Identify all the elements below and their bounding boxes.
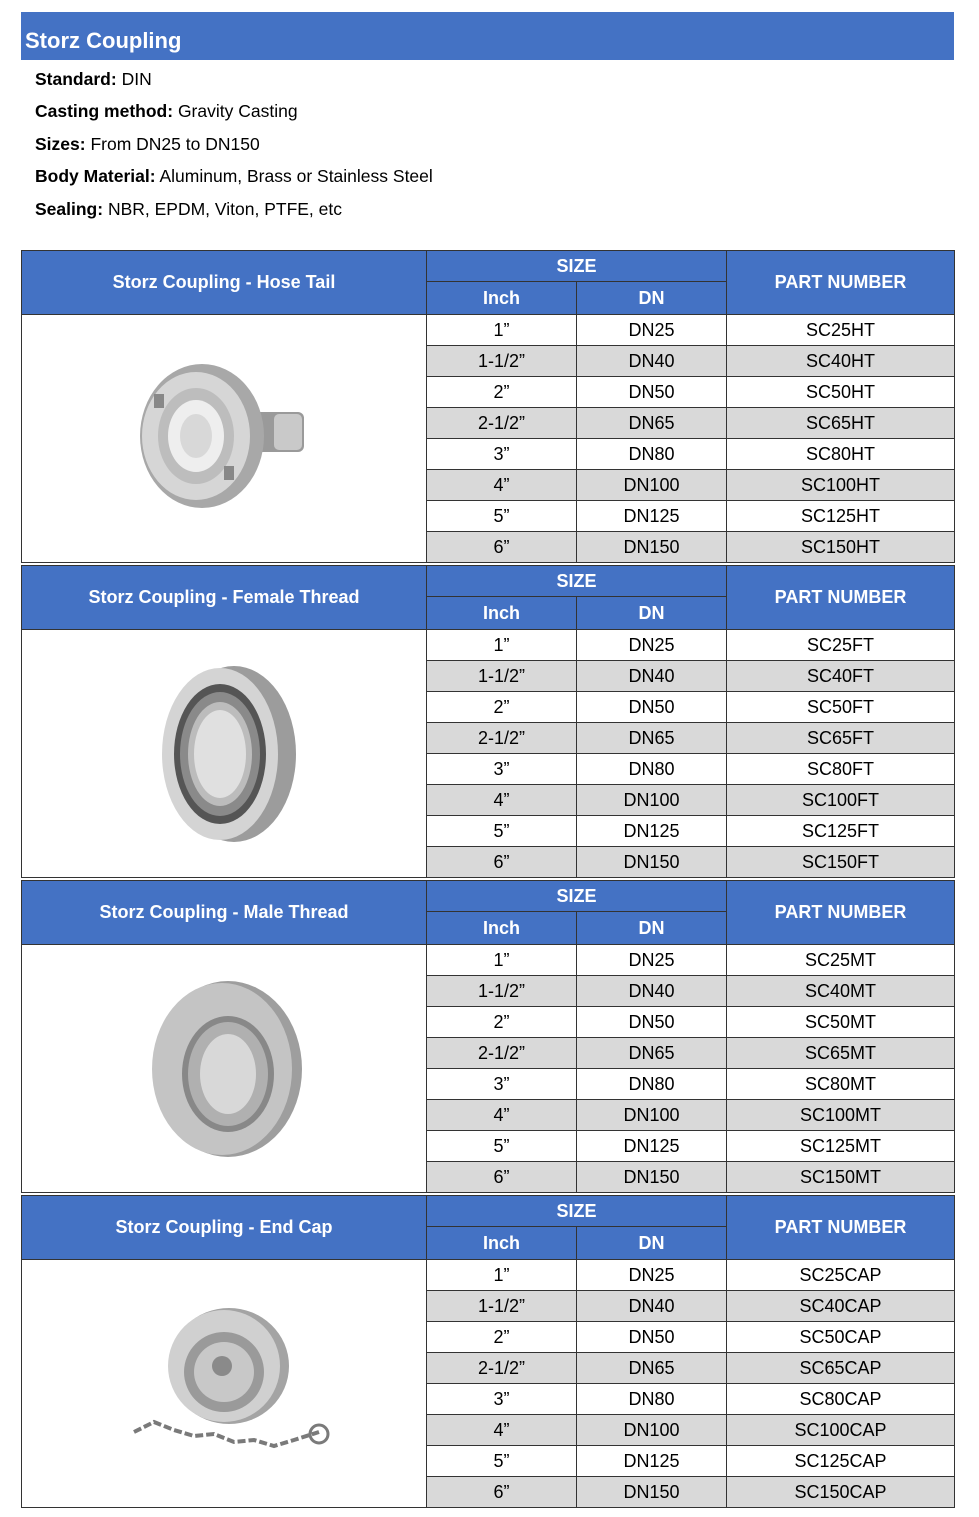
spec-sealing xyxy=(35,196,433,228)
product-name: Storz Coupling - End Cap xyxy=(22,1196,427,1260)
product-image-cell xyxy=(22,945,427,1193)
inch-cell: 6” xyxy=(427,532,577,563)
product-image-cell xyxy=(22,1260,427,1508)
product-name: Storz Coupling - Female Thread xyxy=(22,566,427,630)
dn-cell: DN50 xyxy=(577,1007,727,1038)
inch-cell: 3” xyxy=(427,439,577,470)
inch-cell: 5” xyxy=(427,816,577,847)
dn-cell: DN50 xyxy=(577,377,727,408)
part-number-cell: SC50FT xyxy=(727,692,955,723)
part-number-cell: SC80FT xyxy=(727,754,955,785)
part-number-cell: SC125FT xyxy=(727,816,955,847)
table-row xyxy=(22,945,955,976)
inch-cell: 2-1/2” xyxy=(427,723,577,754)
inch-cell: 6” xyxy=(427,1477,577,1508)
inch-cell: 2-1/2” xyxy=(427,408,577,439)
part-number-header: PART NUMBER xyxy=(727,251,955,315)
inch-header: Inch xyxy=(427,1227,577,1260)
spec-value: DIN xyxy=(121,69,152,89)
dn-cell: DN125 xyxy=(577,1131,727,1162)
spec-label: Standard: xyxy=(35,69,117,89)
part-number-cell: SC100MT xyxy=(727,1100,955,1131)
inch-cell: 4” xyxy=(427,785,577,816)
inch-cell: 5” xyxy=(427,1446,577,1477)
male-thread-coupling-image xyxy=(124,974,324,1164)
dn-cell: DN100 xyxy=(577,1100,727,1131)
size-header: SIZE xyxy=(427,881,727,912)
inch-cell: 1” xyxy=(427,315,577,346)
inch-cell: 2” xyxy=(427,1322,577,1353)
dn-cell: DN80 xyxy=(577,439,727,470)
dn-cell: DN50 xyxy=(577,692,727,723)
inch-header: Inch xyxy=(427,912,577,945)
spec-table xyxy=(21,1195,955,1508)
product-image-cell xyxy=(22,630,427,878)
product-table xyxy=(21,880,954,1187)
part-number-cell: SC150CAP xyxy=(727,1477,955,1508)
dn-cell: DN150 xyxy=(577,847,727,878)
dn-cell: DN40 xyxy=(577,976,727,1007)
dn-cell: DN125 xyxy=(577,1446,727,1477)
part-number-cell: SC125CAP xyxy=(727,1446,955,1477)
spec-value: Aluminum, Brass or Stainless Steel xyxy=(159,166,433,187)
hose-tail-coupling-image xyxy=(124,354,324,524)
part-number-cell: SC125MT xyxy=(727,1131,955,1162)
inch-cell: 1-1/2” xyxy=(427,346,577,377)
dn-cell: DN150 xyxy=(577,1162,727,1193)
inch-cell: 4” xyxy=(427,470,577,501)
dn-cell: DN65 xyxy=(577,1038,727,1069)
table-row xyxy=(22,630,955,661)
inch-cell: 6” xyxy=(427,1162,577,1193)
dn-cell: DN125 xyxy=(577,501,727,532)
spec-label: Casting method: xyxy=(35,101,174,122)
dn-header: DN xyxy=(577,282,727,315)
dn-cell: DN100 xyxy=(577,1415,727,1446)
table-row xyxy=(22,1260,955,1291)
dn-cell: DN65 xyxy=(577,723,727,754)
part-number-cell: SC40MT xyxy=(727,976,955,1007)
part-number-cell: SC65MT xyxy=(727,1038,955,1069)
spec-table xyxy=(21,880,955,1193)
spec-casting-method xyxy=(35,98,433,130)
dn-header: DN xyxy=(577,597,727,630)
inch-cell: 5” xyxy=(427,1131,577,1162)
product-name: Storz Coupling - Hose Tail xyxy=(22,251,427,315)
dn-cell: DN65 xyxy=(577,408,727,439)
part-number-cell: SC65FT xyxy=(727,723,955,754)
inch-cell: 1-1/2” xyxy=(427,661,577,692)
inch-cell: 1” xyxy=(427,945,577,976)
spec-list xyxy=(35,66,433,228)
part-number-cell: SC80HT xyxy=(727,439,955,470)
inch-cell: 3” xyxy=(427,1069,577,1100)
part-number-cell: SC50CAP xyxy=(727,1322,955,1353)
part-number-cell: SC50HT xyxy=(727,377,955,408)
inch-header: Inch xyxy=(427,282,577,315)
part-number-cell: SC100FT xyxy=(727,785,955,816)
part-number-cell: SC40FT xyxy=(727,661,955,692)
inch-cell: 1-1/2” xyxy=(427,1291,577,1322)
part-number-cell: SC100HT xyxy=(727,470,955,501)
dn-cell: DN40 xyxy=(577,346,727,377)
page-title: Storz Coupling xyxy=(21,12,954,60)
inch-cell: 2-1/2” xyxy=(427,1038,577,1069)
size-header: SIZE xyxy=(427,1196,727,1227)
part-number-header: PART NUMBER xyxy=(727,881,955,945)
dn-cell: DN150 xyxy=(577,1477,727,1508)
spec-table xyxy=(21,565,955,878)
dn-cell: DN25 xyxy=(577,945,727,976)
part-number-cell: SC65CAP xyxy=(727,1353,955,1384)
product-table xyxy=(21,1195,954,1502)
inch-cell: 2-1/2” xyxy=(427,1353,577,1384)
dn-cell: DN40 xyxy=(577,1291,727,1322)
part-number-cell: SC40HT xyxy=(727,346,955,377)
part-number-cell: SC125HT xyxy=(727,501,955,532)
inch-cell: 5” xyxy=(427,501,577,532)
inch-cell: 4” xyxy=(427,1100,577,1131)
inch-cell: 6” xyxy=(427,847,577,878)
spec-label: Sizes: xyxy=(35,133,86,154)
inch-cell: 2” xyxy=(427,1007,577,1038)
part-number-cell: SC150HT xyxy=(727,532,955,563)
part-number-cell: SC50MT xyxy=(727,1007,955,1038)
spec-table xyxy=(21,250,955,563)
dn-cell: DN150 xyxy=(577,532,727,563)
part-number-cell: SC150MT xyxy=(727,1162,955,1193)
inch-cell: 2” xyxy=(427,377,577,408)
dn-cell: DN80 xyxy=(577,754,727,785)
inch-cell: 2” xyxy=(427,692,577,723)
spec-value: From DN25 to DN150 xyxy=(90,133,260,154)
dn-cell: DN25 xyxy=(577,630,727,661)
size-header: SIZE xyxy=(427,566,727,597)
dn-header: DN xyxy=(577,912,727,945)
dn-cell: DN50 xyxy=(577,1322,727,1353)
spec-standard xyxy=(35,66,433,98)
product-image-cell xyxy=(22,315,427,563)
inch-cell: 3” xyxy=(427,1384,577,1415)
part-number-cell: SC25HT xyxy=(727,315,955,346)
dn-cell: DN80 xyxy=(577,1384,727,1415)
part-number-header: PART NUMBER xyxy=(727,566,955,630)
part-number-cell: SC80MT xyxy=(727,1069,955,1100)
inch-cell: 1” xyxy=(427,1260,577,1291)
inch-cell: 1” xyxy=(427,630,577,661)
dn-cell: DN65 xyxy=(577,1353,727,1384)
part-number-header: PART NUMBER xyxy=(727,1196,955,1260)
dn-cell: DN25 xyxy=(577,1260,727,1291)
inch-cell: 1-1/2” xyxy=(427,976,577,1007)
dn-cell: DN100 xyxy=(577,785,727,816)
inch-cell: 3” xyxy=(427,754,577,785)
dn-header: DN xyxy=(577,1227,727,1260)
product-name: Storz Coupling - Male Thread xyxy=(22,881,427,945)
part-number-cell: SC65HT xyxy=(727,408,955,439)
dn-cell: DN25 xyxy=(577,315,727,346)
part-number-cell: SC25CAP xyxy=(727,1260,955,1291)
female-thread-coupling-image xyxy=(124,659,324,849)
spec-body-material xyxy=(35,163,433,195)
part-number-cell: SC150FT xyxy=(727,847,955,878)
dn-cell: DN125 xyxy=(577,816,727,847)
end-cap-coupling-image xyxy=(114,1304,334,1464)
spec-sizes xyxy=(35,131,433,163)
dn-cell: DN100 xyxy=(577,470,727,501)
part-number-cell: SC100CAP xyxy=(727,1415,955,1446)
part-number-cell: SC25FT xyxy=(727,630,955,661)
part-number-cell: SC80CAP xyxy=(727,1384,955,1415)
inch-cell: 4” xyxy=(427,1415,577,1446)
inch-header: Inch xyxy=(427,597,577,630)
spec-label: Body Material: xyxy=(35,166,156,187)
product-table xyxy=(21,250,954,557)
dn-cell: DN40 xyxy=(577,661,727,692)
size-header: SIZE xyxy=(427,251,727,282)
dn-cell: DN80 xyxy=(577,1069,727,1100)
part-number-cell: SC25MT xyxy=(727,945,955,976)
spec-label: Sealing: xyxy=(35,198,104,219)
table-row xyxy=(22,315,955,346)
spec-value: NBR, EPDM, Viton, PTFE, etc xyxy=(107,198,342,219)
part-number-cell: SC40CAP xyxy=(727,1291,955,1322)
spec-value: Gravity Casting xyxy=(177,101,298,122)
product-table xyxy=(21,565,954,872)
